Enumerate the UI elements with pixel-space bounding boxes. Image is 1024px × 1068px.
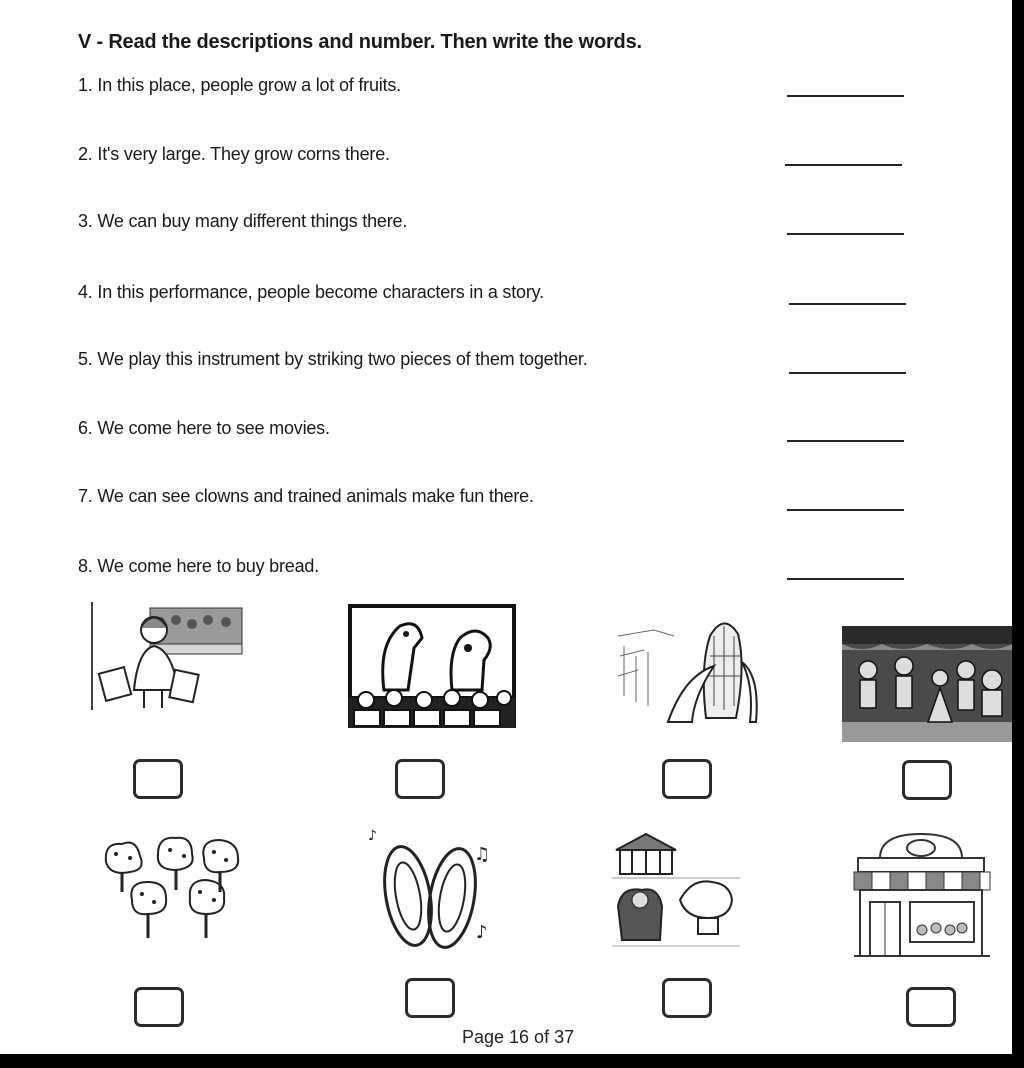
question-5: 5. We play this instrument by striking two pieces of them together.	[78, 349, 588, 369]
page-number: Page 16 of 37	[462, 1027, 575, 1047]
answer-blank-2[interactable]	[785, 164, 902, 166]
answer-box-orchard[interactable]	[134, 987, 184, 1027]
answer-box-corn-field[interactable]	[662, 759, 712, 799]
answer-blank-4[interactable]	[789, 303, 906, 305]
question-2: 2. It's very large. They grow corns there.	[78, 144, 390, 164]
answer-box-bakery[interactable]	[906, 987, 956, 1027]
question-6: 6. We come here to see movies.	[78, 418, 330, 438]
answer-box-shopping-center[interactable]	[133, 759, 183, 799]
answer-blank-7[interactable]	[787, 509, 904, 511]
shopping-center-icon	[88, 600, 248, 712]
corn-field-icon	[614, 606, 760, 724]
movie-theater-icon	[348, 604, 516, 728]
cymbals-icon	[364, 826, 494, 956]
question-8: 8. We come here to buy bread.	[78, 556, 320, 576]
theater-stage-icon	[842, 626, 1012, 742]
answer-blank-5[interactable]	[789, 372, 906, 374]
answer-blank-8[interactable]	[787, 578, 904, 580]
question-3: 3. We can buy many different things there.	[78, 211, 408, 231]
bakery-icon	[850, 830, 992, 958]
svg-text:♫: ♫	[474, 844, 491, 865]
svg-text:♪: ♪	[476, 922, 488, 943]
question-7: 7. We can see clowns and trained animals make fun there.	[78, 486, 534, 506]
answer-blank-3[interactable]	[787, 233, 904, 235]
answer-blank-6[interactable]	[787, 440, 904, 442]
answer-blank-1[interactable]	[787, 95, 904, 97]
answer-box-cymbals[interactable]	[405, 978, 455, 1018]
answer-box-theater-stage[interactable]	[902, 760, 952, 800]
exercise-heading: V - Read the descriptions and number. Then write the words.	[78, 31, 642, 53]
question-4: 4. In this performance, people become characters in a story.	[78, 282, 544, 302]
svg-text:♪: ♪	[368, 828, 377, 844]
question-1: 1. In this place, people grow a lot of fruits.	[78, 75, 401, 95]
answer-box-movie-theater[interactable]	[395, 759, 445, 799]
orchard-icon	[96, 834, 248, 942]
answer-box-circus[interactable]	[662, 978, 712, 1018]
circus-icon	[612, 830, 740, 954]
